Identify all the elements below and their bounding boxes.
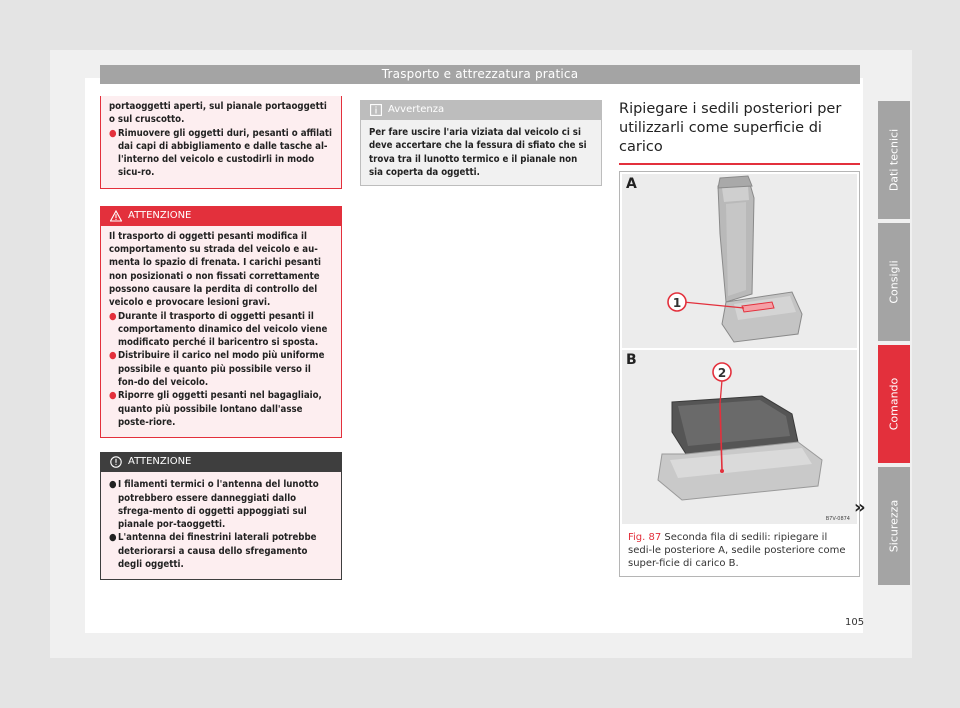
- caution-box-header: [100, 452, 342, 472]
- caution-box: [100, 452, 342, 580]
- page-number: 105: [845, 617, 865, 628]
- column-right: [619, 100, 860, 577]
- seat-folded-illustration: [622, 350, 857, 524]
- bullet-dot-icon: ●: [109, 310, 117, 322]
- callout-2: 2: [717, 366, 727, 380]
- callout-1: 1: [672, 296, 682, 310]
- bullet-dot-icon: ●: [109, 479, 117, 491]
- seat-folding-illustration: [622, 174, 857, 348]
- note-box-header: [360, 100, 602, 120]
- bullet-item: [109, 531, 333, 571]
- info-square-icon: [370, 104, 382, 116]
- bullet-dot-icon: ●: [109, 127, 117, 139]
- side-tab-label: Consigli: [887, 260, 901, 304]
- bullet-item: [109, 127, 333, 180]
- figure-87: [619, 171, 860, 577]
- column-middle: [360, 100, 602, 186]
- side-tab-consigli[interactable]: [878, 223, 910, 341]
- caution-box-title: ATTENZIONE: [128, 456, 192, 468]
- bullet-item: [109, 349, 333, 389]
- note-box-body: [360, 120, 602, 186]
- image-code: B7V-0874: [825, 516, 850, 522]
- caption-text: Seconda fila di sedili: ripiegare il sedi-le posteriore A, sedile posteriore come super-ficie di carico B.: [628, 532, 846, 569]
- bullet-text: L'antenna dei finestrini laterali potrebbe deteriorarsi a causa dello sfregamento degli oggetti.: [118, 532, 317, 571]
- column-left: [100, 96, 342, 580]
- caution-box-body: [100, 472, 342, 580]
- continue-arrow-icon: »: [854, 497, 866, 518]
- side-tab-label: Dati tecnici: [887, 128, 901, 192]
- side-tab-label: Comando: [887, 377, 901, 431]
- safety-continued-box: [100, 96, 342, 189]
- bullet-text: Distribuire il carico nel modo più uniforme possibile e quanto più possibile verso il fon-do del veicolo.: [118, 350, 325, 389]
- bullet-item: [109, 478, 333, 531]
- bullet-text: Durante il trasporto di oggetti pesanti il comportamento dinamico del veicolo viene modificato perché il baricentro si sposta.: [118, 310, 328, 349]
- bullet-item: [109, 310, 333, 350]
- warning-box: [100, 206, 342, 438]
- bullet-text: I filamenti termici o l'antenna del lunotto potrebbero essere danneggiati dallo sfrega-mento di oggetti appoggiati sul pianale por-taoggetti.: [118, 479, 319, 531]
- note-box: [360, 100, 602, 186]
- side-tab-dati-tecnici[interactable]: [878, 101, 910, 219]
- bullet-text: Riporre gli oggetti pesanti nel bagagliaio, quanto più possibile lontano dall'asse poste-riore.: [118, 390, 322, 428]
- bullet-text: Rimuovere gli oggetti duri, pesanti o affilati dai capi di abbigliamento e dalle tasche al-l'interno del veicolo e custodirli in modo sicu-ro.: [118, 127, 333, 179]
- warning-paragraph: Il trasporto di oggetti pesanti modifica il comportamento su strada del veicolo e au-menta lo spazio di frenata. I carichi pesanti non posizionati o non fissati correttamente possono causare la perdita di controllo del veicolo e provocare lesioni gravi.: [109, 230, 321, 309]
- note-box-title: Avvertenza: [388, 104, 445, 115]
- figure-caption: [620, 526, 859, 576]
- note-text: Per fare uscire l'aria viziata dal veicolo ci si deve accertare che la fessura di sfiato che si trova tra il lunotto termico e il pianale non sia coperta da oggetti.: [369, 127, 587, 178]
- warning-box-body: [100, 226, 342, 438]
- side-tab-comando[interactable]: [878, 345, 910, 463]
- warning-box-header: [100, 206, 342, 226]
- panel-label-a: A: [626, 176, 637, 192]
- bullet-dot-icon: ●: [109, 390, 117, 402]
- side-tab-sicurezza[interactable]: [878, 467, 910, 585]
- continued-text: portaoggetti aperti, sul pianale portaoggetti o sul cruscotto.: [109, 101, 327, 126]
- figure-panel-b: [622, 350, 857, 524]
- bullet-dot-icon: ●: [109, 532, 117, 544]
- panel-label-b: B: [626, 352, 637, 368]
- warning-triangle-icon: [110, 210, 122, 222]
- section-title: Ripiegare i sedili posteriori per utilizzarli come superficie di carico: [619, 100, 860, 165]
- figure-panel-a: [622, 174, 857, 348]
- figure-number: Fig. 87: [628, 532, 662, 543]
- page-header: Trasporto e attrezzatura pratica: [100, 65, 860, 84]
- info-circle-icon: [110, 456, 122, 468]
- bullet-item: [109, 389, 333, 429]
- bullet-dot-icon: ●: [109, 350, 117, 362]
- warning-box-title: ATTENZIONE: [128, 209, 192, 221]
- side-tab-label: Sicurezza: [887, 499, 901, 553]
